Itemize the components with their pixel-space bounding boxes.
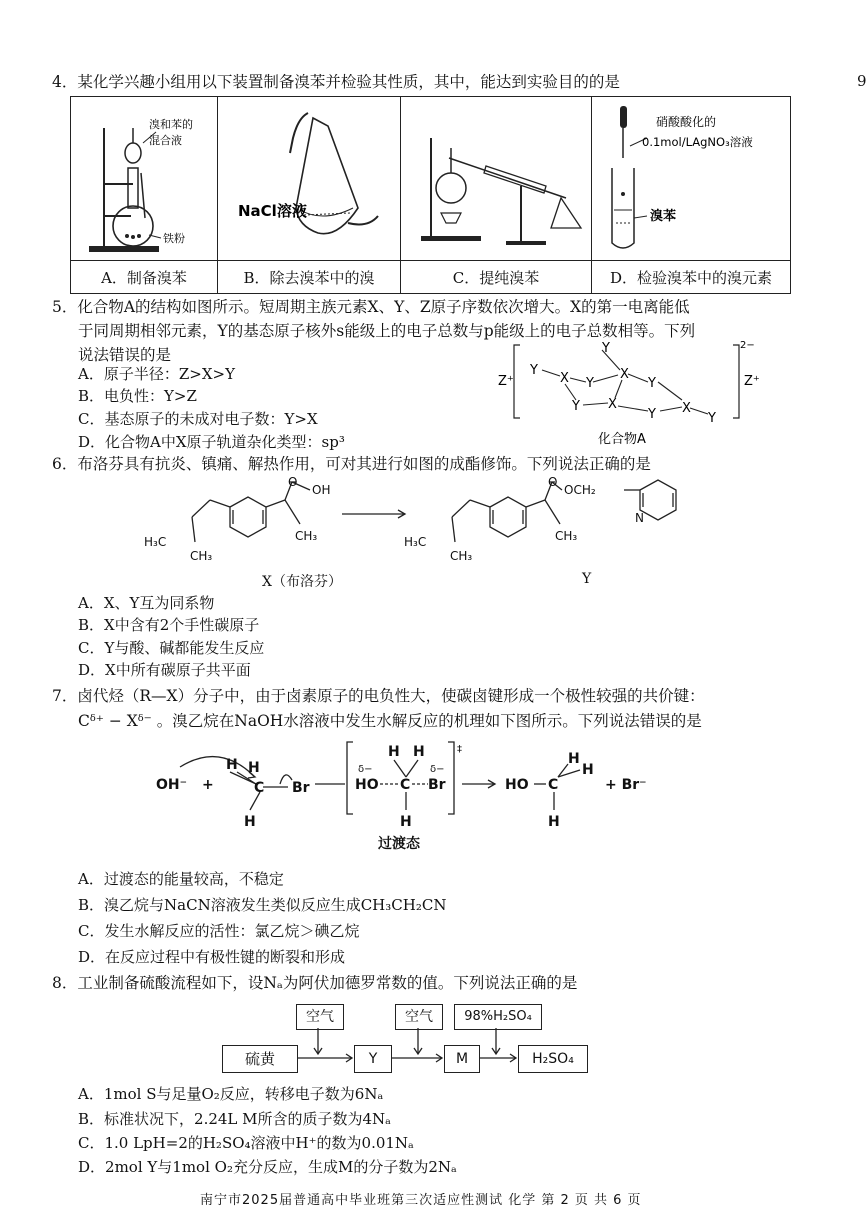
y-o: O bbox=[548, 475, 558, 489]
br-minus: + Br⁻ bbox=[605, 777, 647, 793]
q6-option-b: B．X中含有2个手性碳原子 bbox=[78, 616, 260, 634]
q7-option-d: D．在反应过程中有极性键的断裂和形成 bbox=[78, 948, 346, 966]
y-ch3-right: CH₃ bbox=[555, 529, 578, 543]
q7-option-c: C．发生水解反应的活性：氯乙烷＞碘乙烷 bbox=[78, 922, 360, 940]
caption-b: B．除去溴苯中的溴 bbox=[218, 261, 401, 294]
q5-stem-line3: 说法错误的是 bbox=[78, 346, 172, 364]
oh-minus: OH⁻ bbox=[156, 777, 188, 793]
q5-option-a: A．原子半径：Z>X>Y bbox=[78, 365, 235, 383]
q7-option-a: A．过渡态的能量较高，不稳定 bbox=[78, 870, 284, 888]
label-bromine-benzene-1: 溴和苯的 bbox=[149, 117, 193, 131]
atom-y: Y bbox=[572, 399, 580, 414]
ts-h: H bbox=[388, 744, 400, 760]
q8-option-d: D．2mol Y与1mol O₂充分反应，生成M的分子数为2Nₐ bbox=[78, 1158, 457, 1176]
product-ho: HO bbox=[505, 777, 529, 793]
atom-x: X bbox=[620, 367, 629, 382]
q4-apparatus-table bbox=[70, 96, 791, 294]
ts-c: C bbox=[400, 777, 411, 793]
flow-arrows bbox=[290, 1028, 530, 1068]
caption-c: C．提纯溴苯 bbox=[401, 261, 592, 294]
apparatus-a-drawing bbox=[71, 98, 217, 260]
br-atom: Br bbox=[292, 780, 310, 796]
q8-stem: 8．工业制备硫酸流程如下，设Nₐ为阿伏加德罗常数的值。下列说法正确的是 bbox=[52, 974, 578, 992]
anion-charge: 2− bbox=[740, 340, 755, 351]
ts-h: H bbox=[400, 814, 412, 830]
q6-option-d: D．X中所有碳原子共平面 bbox=[78, 661, 251, 679]
q4-stem: 4．某化学兴趣小组用以下装置制备溴苯并检验其性质，其中，能达到实验目的的是 bbox=[52, 73, 620, 91]
q8-option-a: A．1mol S与足量O₂反应，转移电子数为6Nₐ bbox=[78, 1085, 384, 1103]
y-pyridine-n: N bbox=[635, 511, 644, 525]
plus-sign: + bbox=[202, 777, 214, 793]
label-nitric-acidified: 硝酸酸化的 bbox=[656, 114, 717, 129]
product-h: H bbox=[582, 762, 594, 778]
atom-y: Y bbox=[586, 376, 594, 391]
product-h: H bbox=[568, 751, 580, 767]
ibuprofen-scheme bbox=[130, 472, 750, 590]
x-ch3-right: CH₃ bbox=[295, 529, 318, 543]
x-o: O bbox=[288, 475, 298, 489]
flow-air-2: 空气 bbox=[395, 1004, 443, 1030]
y-caption: Y bbox=[582, 571, 592, 587]
flow-product: H₂SO₄ bbox=[518, 1045, 588, 1073]
atom-x: X bbox=[682, 401, 691, 416]
counter-ion-right: Z⁺ bbox=[744, 374, 760, 389]
h-atom: H bbox=[226, 757, 238, 773]
q5-option-d: D．化合物A中X原子轨道杂化类型：sp³ bbox=[78, 433, 345, 451]
q5-stem-line2: 于同周期相邻元素，Y的基态原子核外s能级上的电子总数与p能级上的电子总数相等。下列 bbox=[78, 322, 696, 340]
atom-x: X bbox=[560, 371, 569, 386]
caption-a: A．制备溴苯 bbox=[71, 261, 218, 294]
caption-d: D．检验溴苯中的溴元素 bbox=[592, 261, 791, 294]
atom-y: Y bbox=[648, 407, 656, 422]
delta-minus-right: δ− bbox=[430, 764, 445, 775]
apparatus-b bbox=[218, 97, 401, 261]
label-bromobenzene: 溴苯 bbox=[650, 208, 677, 224]
atom-y: Y bbox=[648, 376, 656, 391]
q5-option-c: C．基态原子的未成对电子数：Y>X bbox=[78, 410, 318, 428]
label-bromine-benzene-2: 混合液 bbox=[149, 133, 182, 147]
atom-y: Y bbox=[708, 411, 716, 426]
label-agno3: 0.1mol/LAgNO₃溶液 bbox=[642, 134, 753, 149]
q7-stem-line1: 7．卤代烃（R—X）分子中，由于卤素原子的电负性大，使碳卤键形成一个极性较强的共价键： bbox=[52, 687, 705, 705]
compound-a-caption: 化合物A bbox=[598, 432, 646, 447]
ts-ho: HO bbox=[355, 777, 379, 793]
double-dagger: ‡ bbox=[457, 744, 462, 755]
q7-stem-line2: Cᵟ⁺ − Xᵟ⁻ 。溴乙烷在NaOH水溶液中发生水解反应的机理如下图所示。下列说法错误的是 bbox=[78, 712, 702, 730]
flow-y: Y bbox=[354, 1045, 392, 1073]
q5-stem-line1: 5．化合物A的结构如图所示。短周期主族元素X、Y、Z原子序数依次增大。X的第一电离能低 bbox=[52, 298, 690, 316]
apparatus-d bbox=[592, 97, 791, 261]
margin-page-number: 9 bbox=[857, 72, 867, 90]
q6-option-a: A．X、Y互为同系物 bbox=[78, 594, 215, 612]
x-caption: X（布洛芬） bbox=[262, 574, 342, 590]
label-nacl-solution: NaCl溶液 bbox=[238, 201, 307, 220]
flow-air-1: 空气 bbox=[296, 1004, 344, 1030]
y-och2: OCH₂ bbox=[564, 483, 596, 497]
q6-option-c: C．Y与酸、碱都能发生反应 bbox=[78, 639, 265, 657]
ts-br: Br bbox=[428, 777, 446, 793]
flow-acid: 98%H₂SO₄ bbox=[454, 1004, 542, 1030]
compound-a-structure bbox=[490, 340, 780, 448]
q5-option-b: B．电负性：Y>Z bbox=[78, 387, 197, 405]
page-footer: 南宁市2025届普通高中毕业班第三次适应性测试 化学 第 2 页 共 6 页 bbox=[200, 1193, 642, 1208]
apparatus-d-drawing bbox=[592, 98, 790, 260]
atom-x: X bbox=[608, 397, 617, 412]
apparatus-c-drawing bbox=[401, 98, 591, 260]
product-c: C bbox=[548, 777, 559, 793]
h-atom: H bbox=[248, 760, 260, 776]
ts-h: H bbox=[413, 744, 425, 760]
x-h3c: H₃C bbox=[144, 535, 167, 549]
flow-m: M bbox=[444, 1045, 480, 1073]
c-atom: C bbox=[254, 780, 265, 796]
product-h: H bbox=[548, 814, 560, 830]
counter-ion-left: Z⁺ bbox=[498, 374, 514, 389]
q8-option-c: C．1.0 LpH=2的H₂SO₄溶液中H⁺的数为0.01Nₐ bbox=[78, 1134, 414, 1152]
hydrolysis-mechanism bbox=[150, 732, 670, 860]
apparatus-a bbox=[71, 97, 218, 261]
transition-state-label: 过渡态 bbox=[378, 836, 420, 852]
x-oh: OH bbox=[312, 483, 331, 497]
label-iron-powder: 铁粉 bbox=[163, 231, 185, 245]
q8-option-b: B．标准状况下，2.24L M所含的质子数为4Nₐ bbox=[78, 1110, 391, 1128]
y-ch3-left: CH₃ bbox=[450, 549, 473, 563]
q7-option-b: B．溴乙烷与NaCN溶液发生类似反应生成CH₃CH₂CN bbox=[78, 896, 447, 914]
delta-minus-left: δ− bbox=[358, 764, 373, 775]
y-h3c: H₃C bbox=[404, 535, 427, 549]
atom-y: Y bbox=[602, 341, 610, 356]
apparatus-b-drawing bbox=[218, 98, 400, 260]
h-atom: H bbox=[244, 814, 256, 830]
flow-sulfur: 硫黄 bbox=[222, 1045, 298, 1073]
x-ch3-left: CH₃ bbox=[190, 549, 213, 563]
atom-y: Y bbox=[530, 363, 538, 378]
q6-stem: 6．布洛芬具有抗炎、镇痛、解热作用，可对其进行如图的成酯修饰。下列说法正确的是 bbox=[52, 455, 651, 473]
apparatus-c bbox=[401, 97, 592, 261]
